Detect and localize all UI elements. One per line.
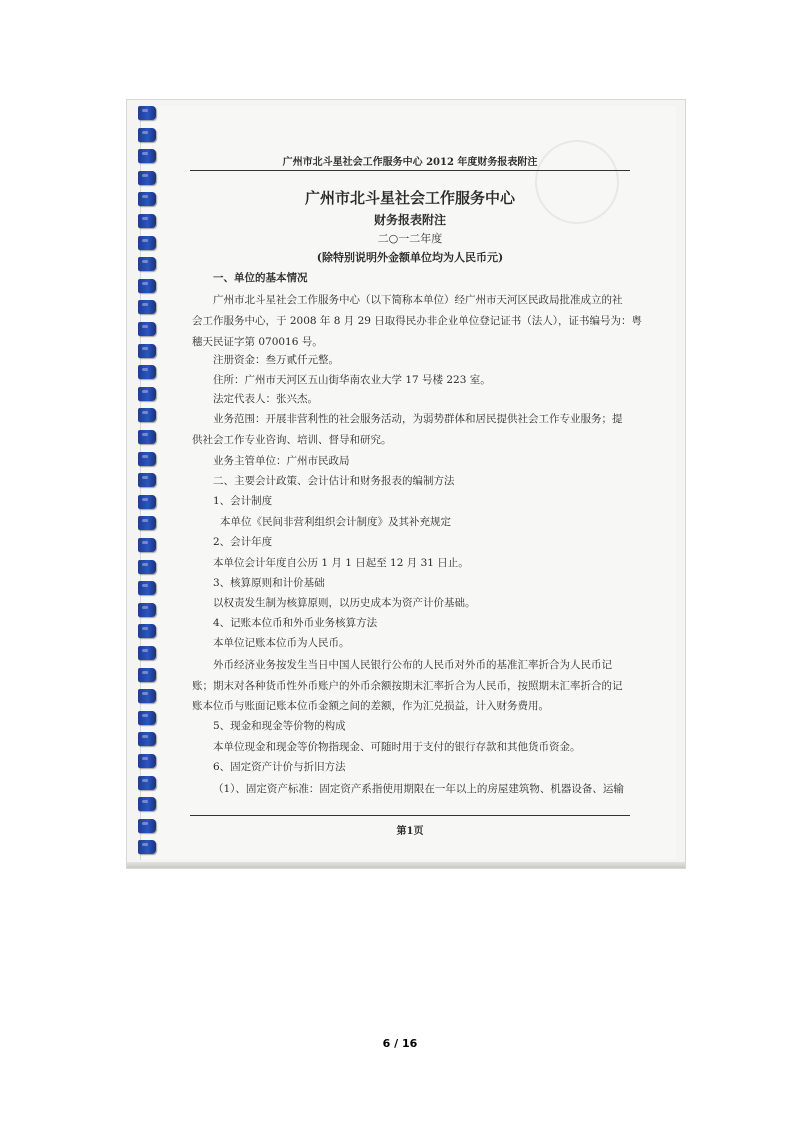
- body-line: 业务主管单位：广州市民政局: [213, 455, 350, 467]
- binding-ring: [138, 128, 156, 142]
- binding-ring: [138, 516, 156, 530]
- body-line: 本单位会计年度自公历 1 月 1 日起至 12 月 31 日止。: [213, 557, 469, 569]
- subheading: 2、会计年度: [213, 536, 273, 548]
- viewer-page-indicator: 6 / 16: [382, 1037, 418, 1050]
- binding-ring: [138, 106, 156, 120]
- binding-ring: [138, 473, 156, 487]
- binding-ring: [138, 408, 156, 422]
- binding-ring: [138, 797, 156, 811]
- body-line: 法定代表人：张兴杰。: [213, 393, 318, 405]
- body-line: 账；期末对各种货币性外币账户的外币余额按期末汇率折合为人民币，按照期末汇率折合的记: [192, 680, 623, 692]
- document-subtitle: 财务报表附注: [373, 213, 446, 227]
- body-line: 业务范围：开展非营利性的社会服务活动，为弱势群体和居民提供社会工作专业服务；提: [213, 413, 623, 425]
- body-line: 住所：广州市天河区五山街华南农业大学 17 号楼 223 室。: [213, 374, 491, 386]
- binding-ring: [138, 538, 156, 552]
- currency-note: (除特别说明外金额单位均为人民币元): [316, 251, 504, 264]
- spiral-binding: [138, 102, 162, 862]
- binding-ring: [138, 452, 156, 466]
- binding-ring: [138, 560, 156, 574]
- document-year: 二○一二年度: [377, 232, 443, 245]
- binding-ring: [138, 711, 156, 725]
- binding-ring: [138, 257, 156, 271]
- binding-ring: [138, 495, 156, 509]
- body-line: 外币经济业务按发生当日中国人民银行公布的人民币对外币的基准汇率折合为人民币记: [213, 659, 612, 671]
- binding-ring: [138, 776, 156, 790]
- binding-ring: [138, 171, 156, 185]
- body-line: 注册资金：叁万贰仟元整。: [213, 354, 339, 366]
- binding-ring: [138, 149, 156, 163]
- binding-ring: [138, 365, 156, 379]
- binding-ring: [138, 387, 156, 401]
- binding-ring: [138, 732, 156, 746]
- section-heading-basic-info: 一、单位的基本情况: [213, 272, 308, 284]
- body-line: 供社会工作专业咨询、培训、督导和研究。: [192, 434, 392, 446]
- subheading: 1、会计制度: [213, 495, 273, 507]
- binding-ring: [138, 581, 156, 595]
- document-title: 广州市北斗星社会工作服务中心: [304, 189, 515, 207]
- subheading: 4、记账本位币和外币业务核算方法: [213, 617, 378, 629]
- binding-ring: [138, 322, 156, 336]
- binding-ring: [138, 236, 156, 250]
- binding-ring: [138, 214, 156, 228]
- body-line: 穗天民证字第 070016 号。: [192, 336, 323, 348]
- header-rule: [190, 170, 630, 171]
- binding-ring: [138, 279, 156, 293]
- binding-ring: [138, 430, 156, 444]
- binding-ring: [138, 624, 156, 638]
- binding-ring: [138, 192, 156, 206]
- body-line: 以权责发生制为核算原则，以历史成本为资产计价基础。: [213, 597, 476, 609]
- section-heading-policies: 二、主要会计政策、会计估计和财务报表的编制方法: [213, 475, 455, 487]
- binding-ring: [138, 344, 156, 358]
- body-line: 会工作服务中心，于 2008 年 8 月 29 日取得民办非企业单位登记证书（法人），证书编号为：粤: [192, 315, 643, 327]
- body-line: 账本位币与账面记账本位币金额之间的差额，作为汇兑损益，计入财务费用。: [192, 700, 549, 712]
- binding-ring: [138, 689, 156, 703]
- subheading: 5、现金和现金等价物的构成: [213, 720, 346, 732]
- binding-ring: [138, 646, 156, 660]
- body-line: 本单位现金和现金等价物指现金、可随时用于支付的银行存款和其他货币资金。: [213, 741, 581, 753]
- binding-ring: [138, 754, 156, 768]
- body-line: 本单位《民间非营利组织会计制度》及其补充规定: [220, 516, 451, 528]
- page-number: 第1页: [396, 826, 424, 837]
- footer-rule: [190, 815, 630, 816]
- subheading: 6、固定资产计价与折旧方法: [213, 761, 346, 773]
- body-line: 广州市北斗星社会工作服务中心（以下简称本单位）经广州市天河区民政局批准成立的社: [213, 294, 623, 306]
- subheading: 3、核算原则和计价基础: [213, 577, 325, 589]
- binding-ring: [138, 840, 156, 854]
- binding-ring: [138, 819, 156, 833]
- scan-bottom-edge: [127, 862, 685, 868]
- binding-ring: [138, 300, 156, 314]
- binding-ring: [138, 668, 156, 682]
- binding-ring: [138, 603, 156, 617]
- body-line: 本单位记账本位币为人民币。: [213, 637, 350, 649]
- body-line: （1）、固定资产标准：固定资产系指使用期限在一年以上的房屋建筑物、机器设备、运输: [213, 783, 624, 795]
- running-header: 广州市北斗星社会工作服务中心 2012 年度财务报表附注: [282, 157, 538, 168]
